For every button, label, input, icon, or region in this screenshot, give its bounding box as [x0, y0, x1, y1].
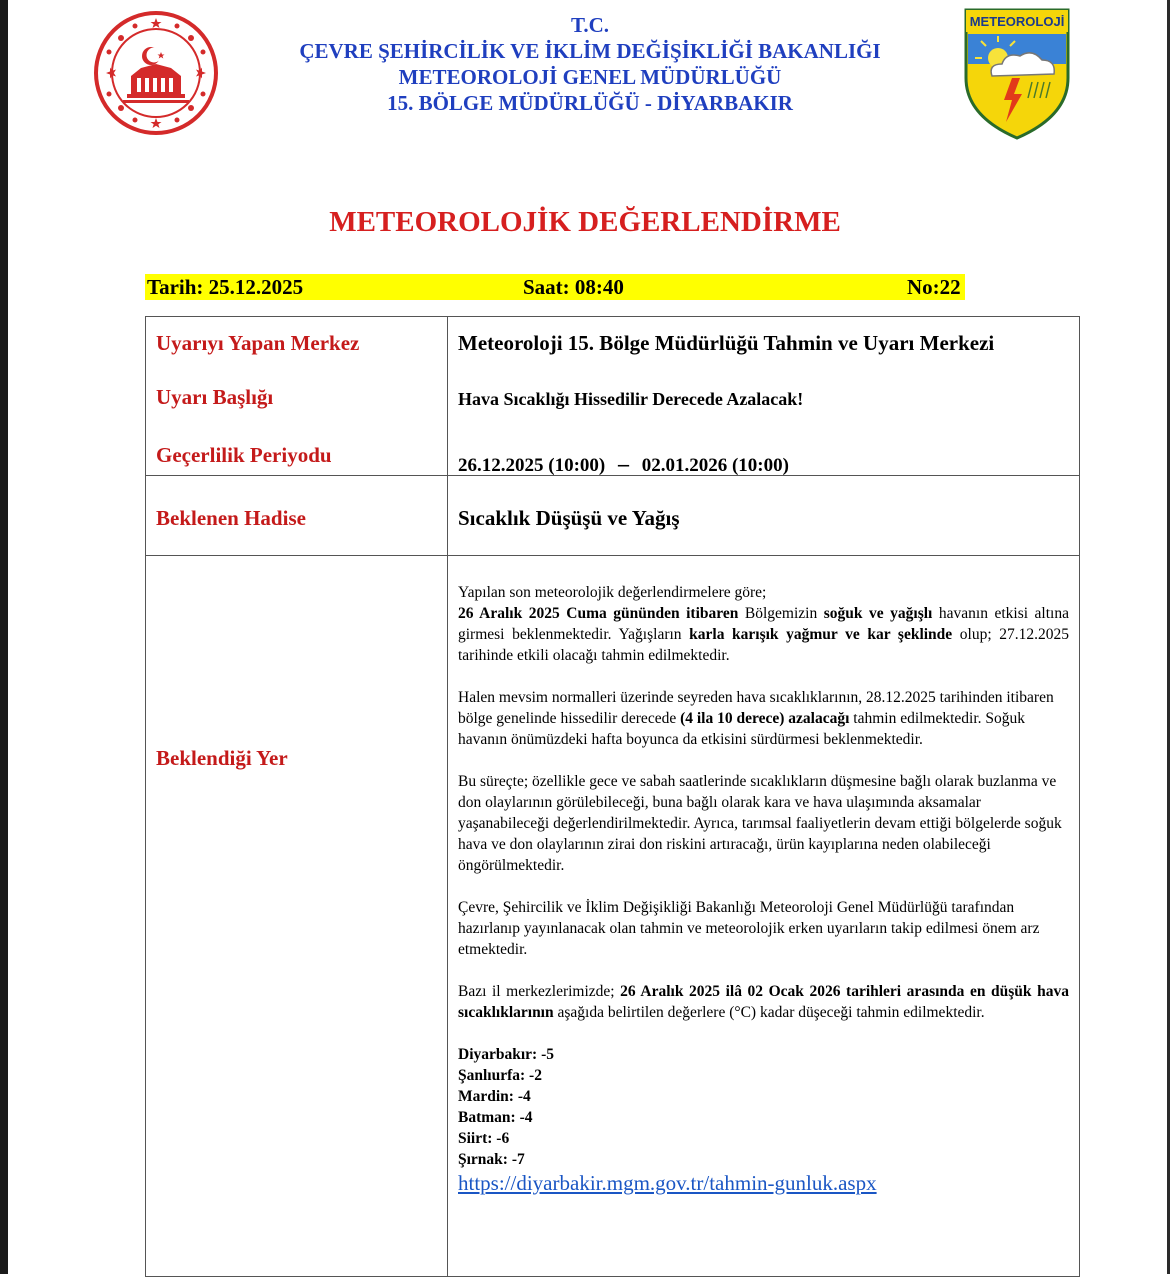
period-end: 02.01.2026 (10:00) [641, 455, 789, 476]
p2-bold-drop: (4 ila 10 derece) azalacağı [680, 710, 850, 727]
paragraph-2 [458, 687, 1069, 750]
forecast-link[interactable]: https://diyarbakir.mgm.gov.tr/tahmin-gunluk.aspx [458, 1171, 877, 1195]
temperature-list [458, 1044, 1069, 1170]
meta-time: Saat: 08:40 [523, 275, 624, 299]
p1-bold-weather: soğuk ve yağışlı [823, 605, 933, 622]
center-value: Meteoroloji 15. Bölge Müdürlüğü Tahmin ve Uyarı Merkezi [458, 331, 995, 355]
location-label: Beklendiği Yer [156, 746, 288, 770]
paragraph-3: Bu süreçte; özellikle gece ve sabah saatlerinde sıcaklıkların düşmesine bağlı olarak buzlanma ve don olaylarının görülebileceği, buna bağlı olarak kara ve hava ulaşımında aksamalar yaşanabileceği değerlendirilmektedir. Ayrıca, tarımsal faaliyetlerin devam ettiği bölgelerde soğuk hava ve don olaylarının zirai don riskini artıracağı, ürün kayıplarına neden olabileceği öngörülmektedir. [458, 773, 1062, 874]
temp-batman: Batman: -4 [458, 1109, 533, 1126]
temp-sanliurfa: Şanlıurfa: -2 [458, 1067, 542, 1084]
document-header [0, 0, 1170, 150]
temp-siirt: Siirt: -6 [458, 1130, 510, 1147]
label-cell [146, 556, 448, 1277]
period-dash: – [617, 451, 629, 476]
center-label: Uyarıyı Yapan Merkez [156, 331, 360, 355]
body-cell [448, 556, 1080, 1277]
document-title: METEOROLOJİK DEĞERLENDİRME [329, 206, 841, 238]
event-value: Sıcaklık Düşüşü ve Yağış [458, 506, 680, 530]
p1-intro: Yapılan son meteorolojik değerlendirmelere göre; [458, 584, 767, 601]
event-label: Beklenen Hadise [156, 506, 306, 530]
assessment-body [448, 556, 1079, 1196]
p2-text-2: tahmin edilmektedir. Soğuk havanın önümüzdeki hafta boyunca da etkisini sürdürmesi beklenmektedir. [458, 710, 1026, 748]
screen-left-border [0, 0, 8, 1274]
p1-bold-precip: karla karışık yağmur ve kar şeklinde [689, 626, 953, 643]
table-row [146, 476, 1080, 556]
header-line-ministry: ÇEVRE ŞEHİRCİLİK VE İKLİM DEĞİŞİKLİĞİ BAKANLIĞI [299, 39, 881, 63]
value-cell [448, 317, 1080, 476]
period-value [458, 451, 789, 477]
paragraph-4: Çevre, Şehircilik ve İklim Değişikliği Bakanlığı Meteoroloji Genel Müdürlüğü tarafından hazırlanıp yayınlanacak olan tahmin ve meteorolojik erken uyarıların takip edilmesi önem arz etmektedir. [458, 899, 1040, 958]
logo-text: METEOROLOJİ [969, 14, 1065, 29]
period-start: 26.12.2025 (10:00) [458, 455, 606, 476]
ministry-seal-icon [93, 10, 219, 136]
paragraph-1 [458, 582, 1069, 666]
label-cell [146, 476, 448, 556]
value-cell [448, 476, 1080, 556]
meta-highlight-bar [145, 274, 965, 300]
table-row [146, 556, 1080, 1277]
p5-text-2: aşağıda belirtilen değerlere (°C) kadar düşeceği tahmin edilmektedir. [553, 1004, 985, 1021]
meta-date: Tarih: 25.12.2025 [147, 275, 304, 299]
paragraph-5 [458, 981, 1069, 1023]
period-label: Geçerlilik Periyodu [156, 443, 332, 467]
header-line-tc: T.C. [570, 13, 610, 37]
headline-label: Uyarı Başlığı [156, 385, 274, 409]
p1-text-2: havanın etkisi altına girmesi beklenmektedir. Yağışların [458, 605, 1069, 643]
p1-text-1: Bölgemizin [738, 605, 824, 622]
table-row [146, 317, 1080, 476]
p1-bold-date: 26 Aralık 2025 Cuma gününden itibaren [458, 605, 739, 622]
header-line-directorate: METEOROLOJİ GENEL MÜDÜRLÜĞÜ [398, 65, 782, 89]
header-line-region: 15. BÖLGE MÜDÜRLÜĞÜ - DİYARBAKIR [387, 91, 793, 115]
temp-mardin: Mardin: -4 [458, 1088, 531, 1105]
p1-text-3: olup; 27.12.2025 tarihinde etkili olacağı tahmin edilmektedir. [458, 626, 1069, 664]
p2-text-1: Halen mevsim normalleri üzerinde seyreden hava sıcaklıklarının, 28.12.2025 tarihinden itibaren bölge genelinde hissedilir derecede [458, 689, 1054, 727]
temp-sirnak: Şırnak: -7 [458, 1151, 525, 1168]
meta-number: No:22 [907, 275, 961, 299]
temp-diyarbakir: Diyarbakır: -5 [458, 1046, 555, 1063]
p5-bold-range: 26 Aralık 2025 ilâ 02 Ocak 2026 tarihleri arasında en düşük hava sıcaklıklarının [458, 983, 1069, 1021]
headline-value: Hava Sıcaklığı Hissedilir Derecede Azalacak! [458, 389, 804, 409]
p5-text-1: Bazı il merkezlerimizde; [458, 983, 621, 1000]
warning-info-table [145, 316, 1080, 1277]
label-cell [146, 317, 448, 476]
meteoroloji-logo-icon [962, 8, 1072, 140]
